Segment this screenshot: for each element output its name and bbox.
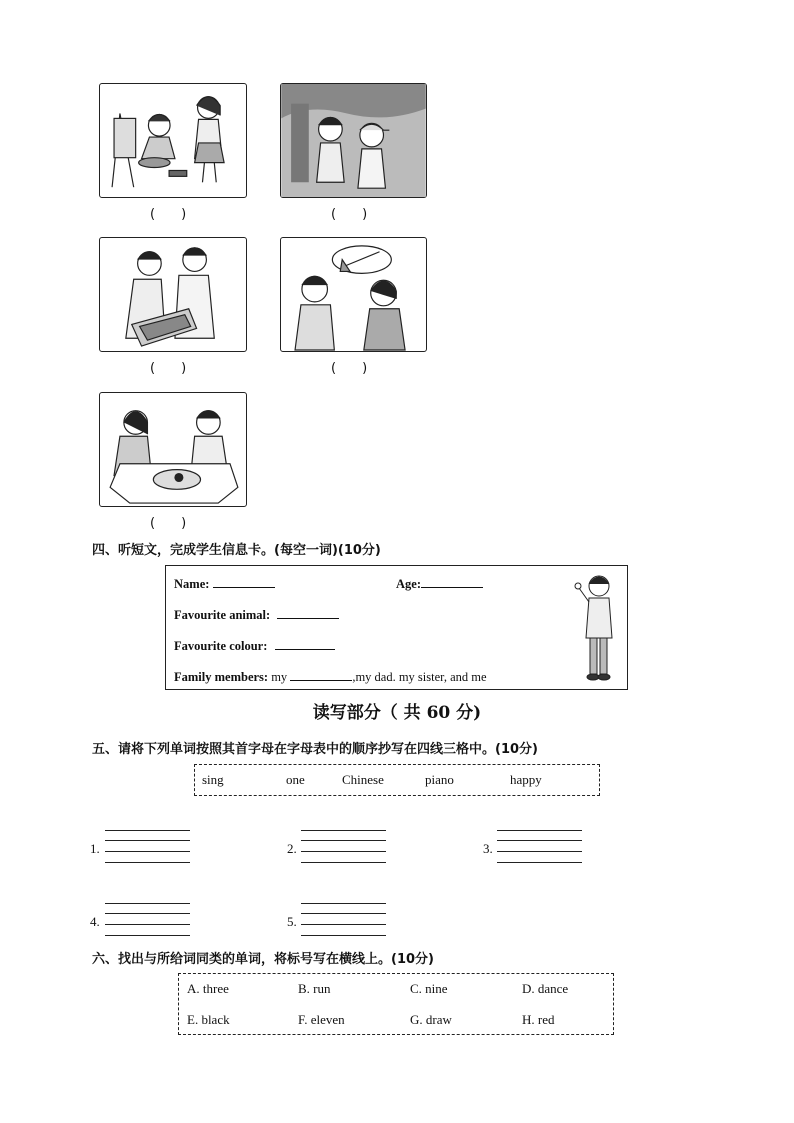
option-f: F. eleven [298, 1012, 345, 1027]
animal-label: Favourite animal: [174, 608, 271, 622]
age-row [396, 575, 483, 592]
section6-heading: 六、找出与所给词同类的单词，将标号写在横线上。(10分) [92, 952, 434, 967]
word-sing: sing [202, 772, 224, 787]
word-piano: piano [425, 772, 454, 787]
option-h: H. red [522, 1012, 555, 1027]
name-label: Name: [174, 577, 210, 591]
picture-5 [99, 392, 247, 507]
table-painting-illustration [100, 393, 246, 506]
option-d: D. dance [522, 981, 569, 996]
family-prefix: my [271, 670, 288, 684]
student-info-card [165, 565, 628, 690]
writing-grid-2[interactable] [301, 830, 386, 862]
colour-label: Favourite colour: [174, 639, 268, 653]
option-c: C. nine [410, 981, 448, 996]
option-b: B. run [298, 981, 331, 996]
painting-scene-illustration [100, 84, 246, 197]
age-blank[interactable] [421, 575, 483, 588]
broom-conversation-illustration [281, 238, 426, 351]
grid-number-2: 2. [287, 841, 297, 856]
writing-grid-3[interactable] [497, 830, 582, 862]
name-row [174, 575, 275, 592]
grid-number-4: 4. [90, 914, 100, 929]
family-suffix: ,my dad. my sister, and me [352, 670, 487, 684]
answer-paren-1: ( ) [150, 207, 187, 222]
answer-paren-3: ( ) [150, 361, 187, 376]
family-blank[interactable] [290, 668, 352, 681]
writing-grid-1[interactable] [105, 830, 190, 862]
picture-3 [99, 237, 247, 352]
grid-number-1: 1. [90, 841, 100, 856]
age-label: Age: [396, 577, 421, 591]
walking-boys-illustration [281, 84, 426, 197]
word-happy: happy [510, 772, 542, 787]
word-one: one [286, 772, 305, 787]
reading-writing-title: 读写部分（ 共 60 分) [312, 703, 482, 723]
option-g: G. draw [410, 1012, 452, 1027]
name-blank[interactable] [213, 575, 275, 588]
family-label: Family members: [174, 670, 269, 684]
colour-row [174, 637, 335, 654]
picture-4 [280, 237, 427, 352]
waving-boy-illustration [571, 572, 621, 684]
animal-blank[interactable] [277, 606, 339, 619]
grid-number-3: 3. [483, 841, 493, 856]
picture-1 [99, 83, 247, 198]
answer-paren-4: ( ) [331, 361, 368, 376]
boys-with-board-illustration [100, 238, 246, 351]
colour-blank[interactable] [275, 637, 335, 650]
family-row [174, 668, 487, 685]
section5-heading: 五、请将下列单词按照其首字母在字母表中的顺序抄写在四线三格中。(10分) [92, 742, 538, 757]
writing-grid-5[interactable] [301, 903, 386, 935]
option-a: A. three [187, 981, 229, 996]
answer-paren-2: ( ) [331, 207, 368, 222]
section4-heading: 四、听短文，完成学生信息卡。(每空一词)(10分) [92, 543, 381, 558]
answer-paren-5: ( ) [150, 516, 187, 531]
word-chinese: Chinese [342, 772, 384, 787]
animal-row [174, 606, 339, 623]
picture-2 [280, 83, 427, 198]
writing-grid-4[interactable] [105, 903, 190, 935]
option-e: E. black [187, 1012, 230, 1027]
grid-number-5: 5. [287, 914, 297, 929]
